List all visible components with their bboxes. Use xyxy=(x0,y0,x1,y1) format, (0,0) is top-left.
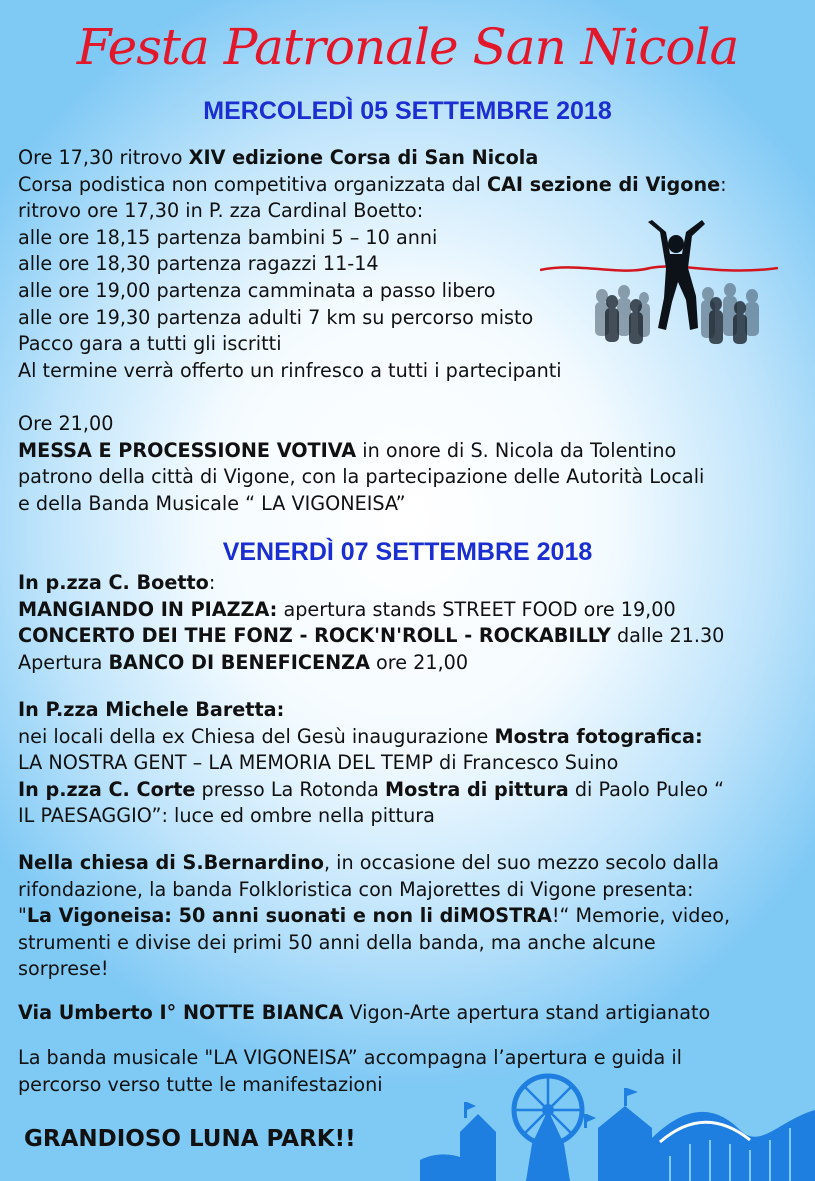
text-line: Ore 21,00 xyxy=(18,411,114,435)
text-line: Ore 17,30 ritrovo XIV edizione Corsa di San Nicola xyxy=(18,146,539,169)
luna-park-banner: GRANDIOSO LUNA PARK!! xyxy=(24,1126,356,1152)
text-line: alle ore 18,30 partenza ragazzi 11-14 xyxy=(18,252,379,276)
text-line: IL PAESAGGIO”: luce ed ombre nella pittura xyxy=(18,804,435,828)
fairground-silhouette-icon xyxy=(420,1070,815,1181)
text-line: Pacco gara a tutti gli iscritti xyxy=(18,332,282,356)
day1-heading: MERCOLEDÌ 05 SETTEMBRE 2018 xyxy=(203,97,612,125)
text-line: Corsa podistica non competitiva organizzata dal CAI sezione di Vigone: xyxy=(18,172,727,196)
text-line: Nella chiesa di S.Bernardino, in occasione del suo mezzo secolo dalla xyxy=(18,851,719,874)
text-line: alle ore 19,00 partenza camminata a passo libero xyxy=(18,278,496,302)
text-line: CONCERTO DEI THE FONZ - ROCK'N'ROLL - ROCKABILLY dalle 21.30 xyxy=(18,624,725,648)
day2-section-d xyxy=(18,1000,808,1027)
runners-silhouette-icon xyxy=(540,218,778,350)
day2-section-a xyxy=(18,570,808,676)
spacer xyxy=(18,384,808,411)
text-line: MESSA E PROCESSIONE VOTIVA in onore di S. Nicola da Tolentino xyxy=(18,438,677,462)
day2-heading: VENERDÌ 07 SETTEMBRE 2018 xyxy=(222,538,593,566)
text-line: alle ore 19,30 partenza adulti 7 km su percorso misto xyxy=(18,305,534,329)
day2-section-b xyxy=(18,697,808,830)
text-line: strumenti e divise dei primi 50 anni della banda, ma anche alcune xyxy=(18,930,656,954)
text-line: nei locali della ex Chiesa del Gesù inaugurazione Mostra fotografica: xyxy=(18,724,703,748)
text-line: In p.zza C. Corte presso La Rotonda Mostra di pittura di Paolo Puleo “ xyxy=(18,777,725,801)
text-line: In p.zza C. Boetto: xyxy=(18,571,216,594)
text-line: La banda musicale "LA VIGONEISA” accompagna l’apertura e guida il xyxy=(18,1046,682,1069)
text-line: patrono della città di Vigone, con la partecipazione delle Autorità Locali xyxy=(18,465,705,489)
text-line: ritrovo ore 17,30 in P. zza Cardinal Boetto: xyxy=(18,199,424,223)
text-line: percorso verso tutte le manifestazioni xyxy=(18,1072,383,1096)
text-line: MANGIANDO IN PIAZZA: apertura stands STREET FOOD ore 19,00 xyxy=(18,597,676,621)
text-line: alle ore 18,15 partenza bambini 5 – 10 anni xyxy=(18,225,438,249)
text-line: Al termine verrà offerto un rinfresco a tutti i partecipanti xyxy=(18,358,562,382)
page-title: Festa Patronale San Nicola xyxy=(76,18,739,76)
text-line: sorprese! xyxy=(18,957,109,981)
text-line: rifondazione, la banda Folkloristica con Majorettes di Vigone presenta: xyxy=(18,877,694,901)
text-line: Apertura BANCO DI BENEFICENZA ore 21,00 xyxy=(18,650,469,674)
text-line: e della Banda Musicale “ LA VIGONEISA” xyxy=(18,491,406,515)
text-line: Via Umberto I° NOTTE BIANCA Vigon-Arte apertura stand artigianato xyxy=(18,1001,711,1024)
text-line: LA NOSTRA GENT – LA MEMORIA DEL TEMP di Francesco Suino xyxy=(18,751,619,775)
text-line: "La Vigoneisa: 50 anni suonati e non li diMOSTRA!“ Memorie, video, xyxy=(18,904,731,928)
day2-section-c xyxy=(18,850,808,983)
text-line: In P.zza Michele Baretta: xyxy=(18,698,285,721)
